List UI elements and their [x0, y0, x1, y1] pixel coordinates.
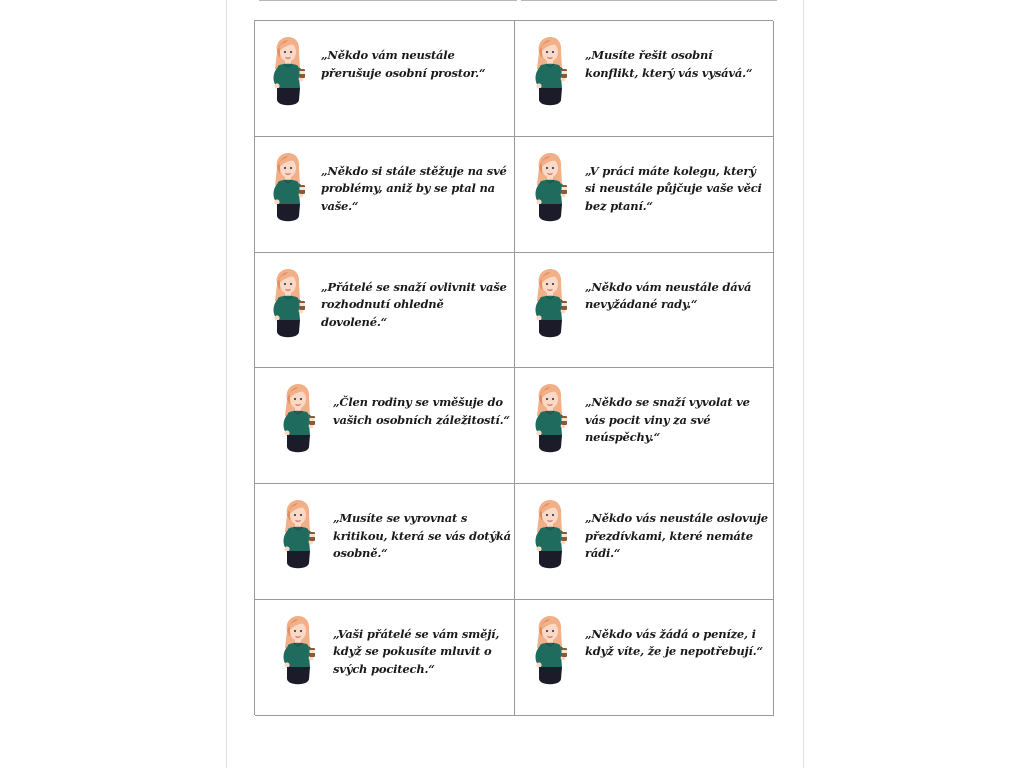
card-quote: „Musíte se vyrovnat s kritikou, která se vás dotýká osobně.“ [333, 511, 511, 561]
woman-holding-coffee-icon [275, 615, 319, 691]
woman-holding-coffee-icon [527, 268, 571, 344]
woman-holding-coffee-icon [265, 152, 309, 228]
scenario-card [515, 484, 774, 600]
woman-holding-coffee-icon [265, 268, 309, 344]
woman-holding-coffee-icon [275, 499, 319, 575]
card-quote: „Někdo vám neustále dává nevyžádané rady.“ [585, 279, 752, 312]
scenario-card [255, 21, 515, 137]
scenario-card [515, 137, 774, 253]
scenario-card [255, 368, 515, 484]
scenario-card [255, 484, 515, 600]
card-quote: „Člen rodiny se vměšuje do vašich osobních záležitostí.“ [333, 395, 510, 427]
previous-page-edge [521, 0, 777, 1]
woman-holding-coffee-icon [275, 383, 319, 459]
scenario-card [515, 600, 774, 716]
card-quote: „Někdo si stále stěžuje na své problémy, aniž by se ptal na vaše.“ [321, 163, 507, 213]
card-quote: „Někdo se snaží vyvolat ve vás pocit viny za své neúspěchy.“ [585, 395, 750, 445]
woman-holding-coffee-icon [527, 383, 571, 459]
card-quote: „V práci máte kolegu, který si neustále půjčuje vaše věci bez ptaní.“ [585, 163, 762, 213]
card-quote: „Musíte řešit osobní konflikt, který vás vysává.“ [585, 48, 753, 80]
woman-holding-coffee-icon [527, 615, 571, 691]
woman-holding-coffee-icon [265, 36, 309, 112]
card-quote: „Někdo vám neustále přerušuje osobní prostor.“ [321, 48, 486, 80]
card-quote: „Někdo vás neustále oslovuje přezdívkami, které nemáte rádi.“ [585, 511, 768, 561]
scenario-card-grid [254, 20, 773, 715]
scenario-card [255, 600, 515, 716]
scenario-card [515, 368, 774, 484]
scenario-card [515, 21, 774, 137]
woman-holding-coffee-icon [527, 499, 571, 575]
woman-holding-coffee-icon [527, 152, 571, 228]
card-quote: „Vaši přátelé se vám smějí, když se pokusíte mluvit o svých pocitech.“ [333, 626, 500, 676]
scenario-card [255, 253, 515, 369]
woman-holding-coffee-icon [527, 36, 571, 112]
scenario-card [515, 253, 774, 369]
previous-page-edge [259, 0, 517, 1]
card-quote: „Přátelé se snaží ovlivnit vaše rozhodnutí ohledně dovolené.“ [321, 279, 507, 329]
card-quote: „Někdo vás žádá o peníze, i když víte, že je nepotřebují.“ [585, 626, 763, 659]
scenario-card [255, 137, 515, 253]
